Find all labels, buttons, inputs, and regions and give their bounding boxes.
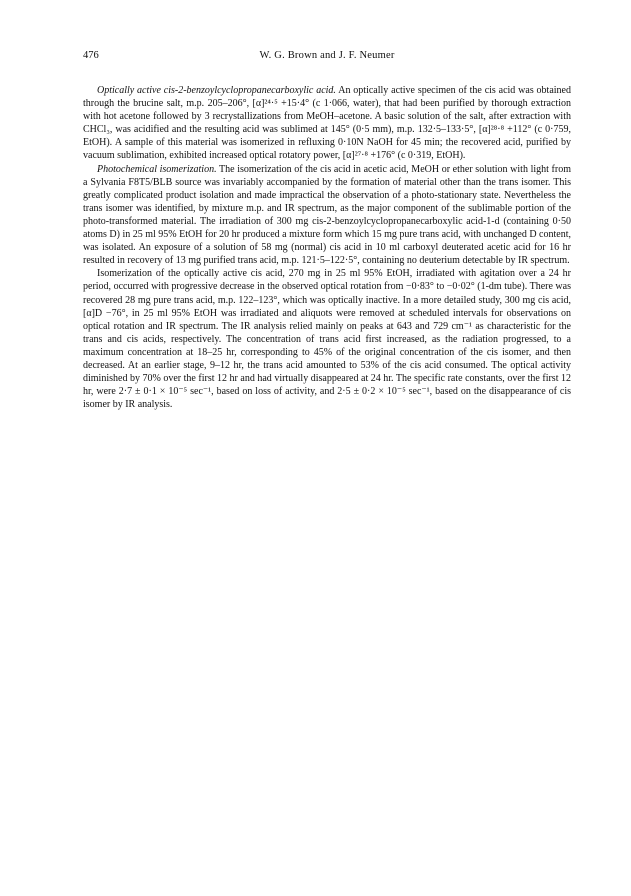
author-running-head: W. G. Brown and J. F. Neumer [259, 50, 395, 61]
paragraph-isomerization-study [83, 267, 571, 411]
page [83, 50, 571, 411]
paragraph-title: Optically active cis-2-benzoylcyclopropanecarboxylic acid. [97, 85, 336, 96]
body-text [83, 84, 571, 411]
paragraph-optically-active-acid [83, 84, 571, 163]
paragraph-text: The isomerization of the cis acid in acetic acid, MeOH or ether solution with light from a Sylvania F8T5/BLB source was invariably accompanied by the formation of material other than the trans isomer. This greatly complicated product isolation and made impractical the observation of a photo-stationary state. Nevertheless the trans isomer was identified, by mixture m.p. and IR spectrum, as the major component of the sublimable portion of the photo-transformed material. The irradiation of 300 mg cis-2-benzoylcyclopropanecarboxylic acid-1-d (containing 0·50 atoms D) in 25 ml 95% EtOH for 20 hr produced a mixture form which 15 mg pure trans acid, with unchanged D content, was isolated. An exposure of a solution of 58 mg (normal) cis acid in 10 ml carboxyl deuterated acetic acid for 16 hr resulted in recovery of 13 mg purified trans acid, m.p. 121·5–122·5°, containing no deuterium detectable by IR spectrum. [83, 163, 571, 267]
page-number: 476 [83, 50, 99, 61]
paragraph-text: An optically active specimen of the cis acid was obtained through the brucine salt, m.p. 205–206°, [α]²⁴·⁵ +15·4° (c 1·066, water), that had been purified by thorough extraction with hot acetone followed by 3 recrystallizations from MeOH–acetone. A basic solution of the salt, after extraction with CHCl₃, was acidified and the resulting acid was sublimed at 145° (0·5 mm), m.p. 132·5–133·5°, [α]²⁸·⁸ +112° (c 0·759, EtOH). A sample of this material was isomerized in refluxing 0·10N NaOH for 45 min; the recovered acid, purified by vacuum sublimation, exhibited increased optical rotatory power, [α]²⁷·⁸ +176° (c 0·319, EtOH). [83, 85, 571, 162]
paragraph-title: Photochemical isomerization. [97, 163, 217, 175]
running-header [83, 50, 571, 70]
paragraph-text: Isomerization of the optically active cis acid, 270 mg in 25 ml 95% EtOH, irradiated with agitation over a 24 hr period, occurred with progressive decrease in the observed optical rotation from −0·83° to −0·02° (1-dm tube). There was recovered 28 mg pure trans acid, m.p. 122–123°, which was optically inactive. In a more detailed study, 300 mg cis acid, [α]D −76°, in 25 ml 95% EtOH was irradiated and aliquots were removed at scheduled intervals for observations on optical rotation and IR spectrum. The IR analysis relied mainly on peaks at 643 and 729 cm⁻¹ as characteristic for the trans and cis acids, respectively. The concentration of trans acid first increased, as the radiation progressed, to a maximum concentration at 18–25 hr, corresponding to 45% of the original concentration of the cis isomer, and then decreased. At an earlier stage, 9–12 hr, the trans acid amounted to 53% of the cis acid consumed. The optical activity diminished by 70% over the first 12 hr and had virtually disappeared at 24 hr. The specific rate constants, over the first 12 hr, were 2·7 ± 0·1 × 10⁻⁵ sec⁻¹, based on loss of activity, and 2·5 ± 0·2 × 10⁻⁵ sec⁻¹, based on the disappearance of cis isomer by IR analysis. [83, 268, 571, 411]
paragraph-photochemical-isomerization [83, 163, 571, 268]
